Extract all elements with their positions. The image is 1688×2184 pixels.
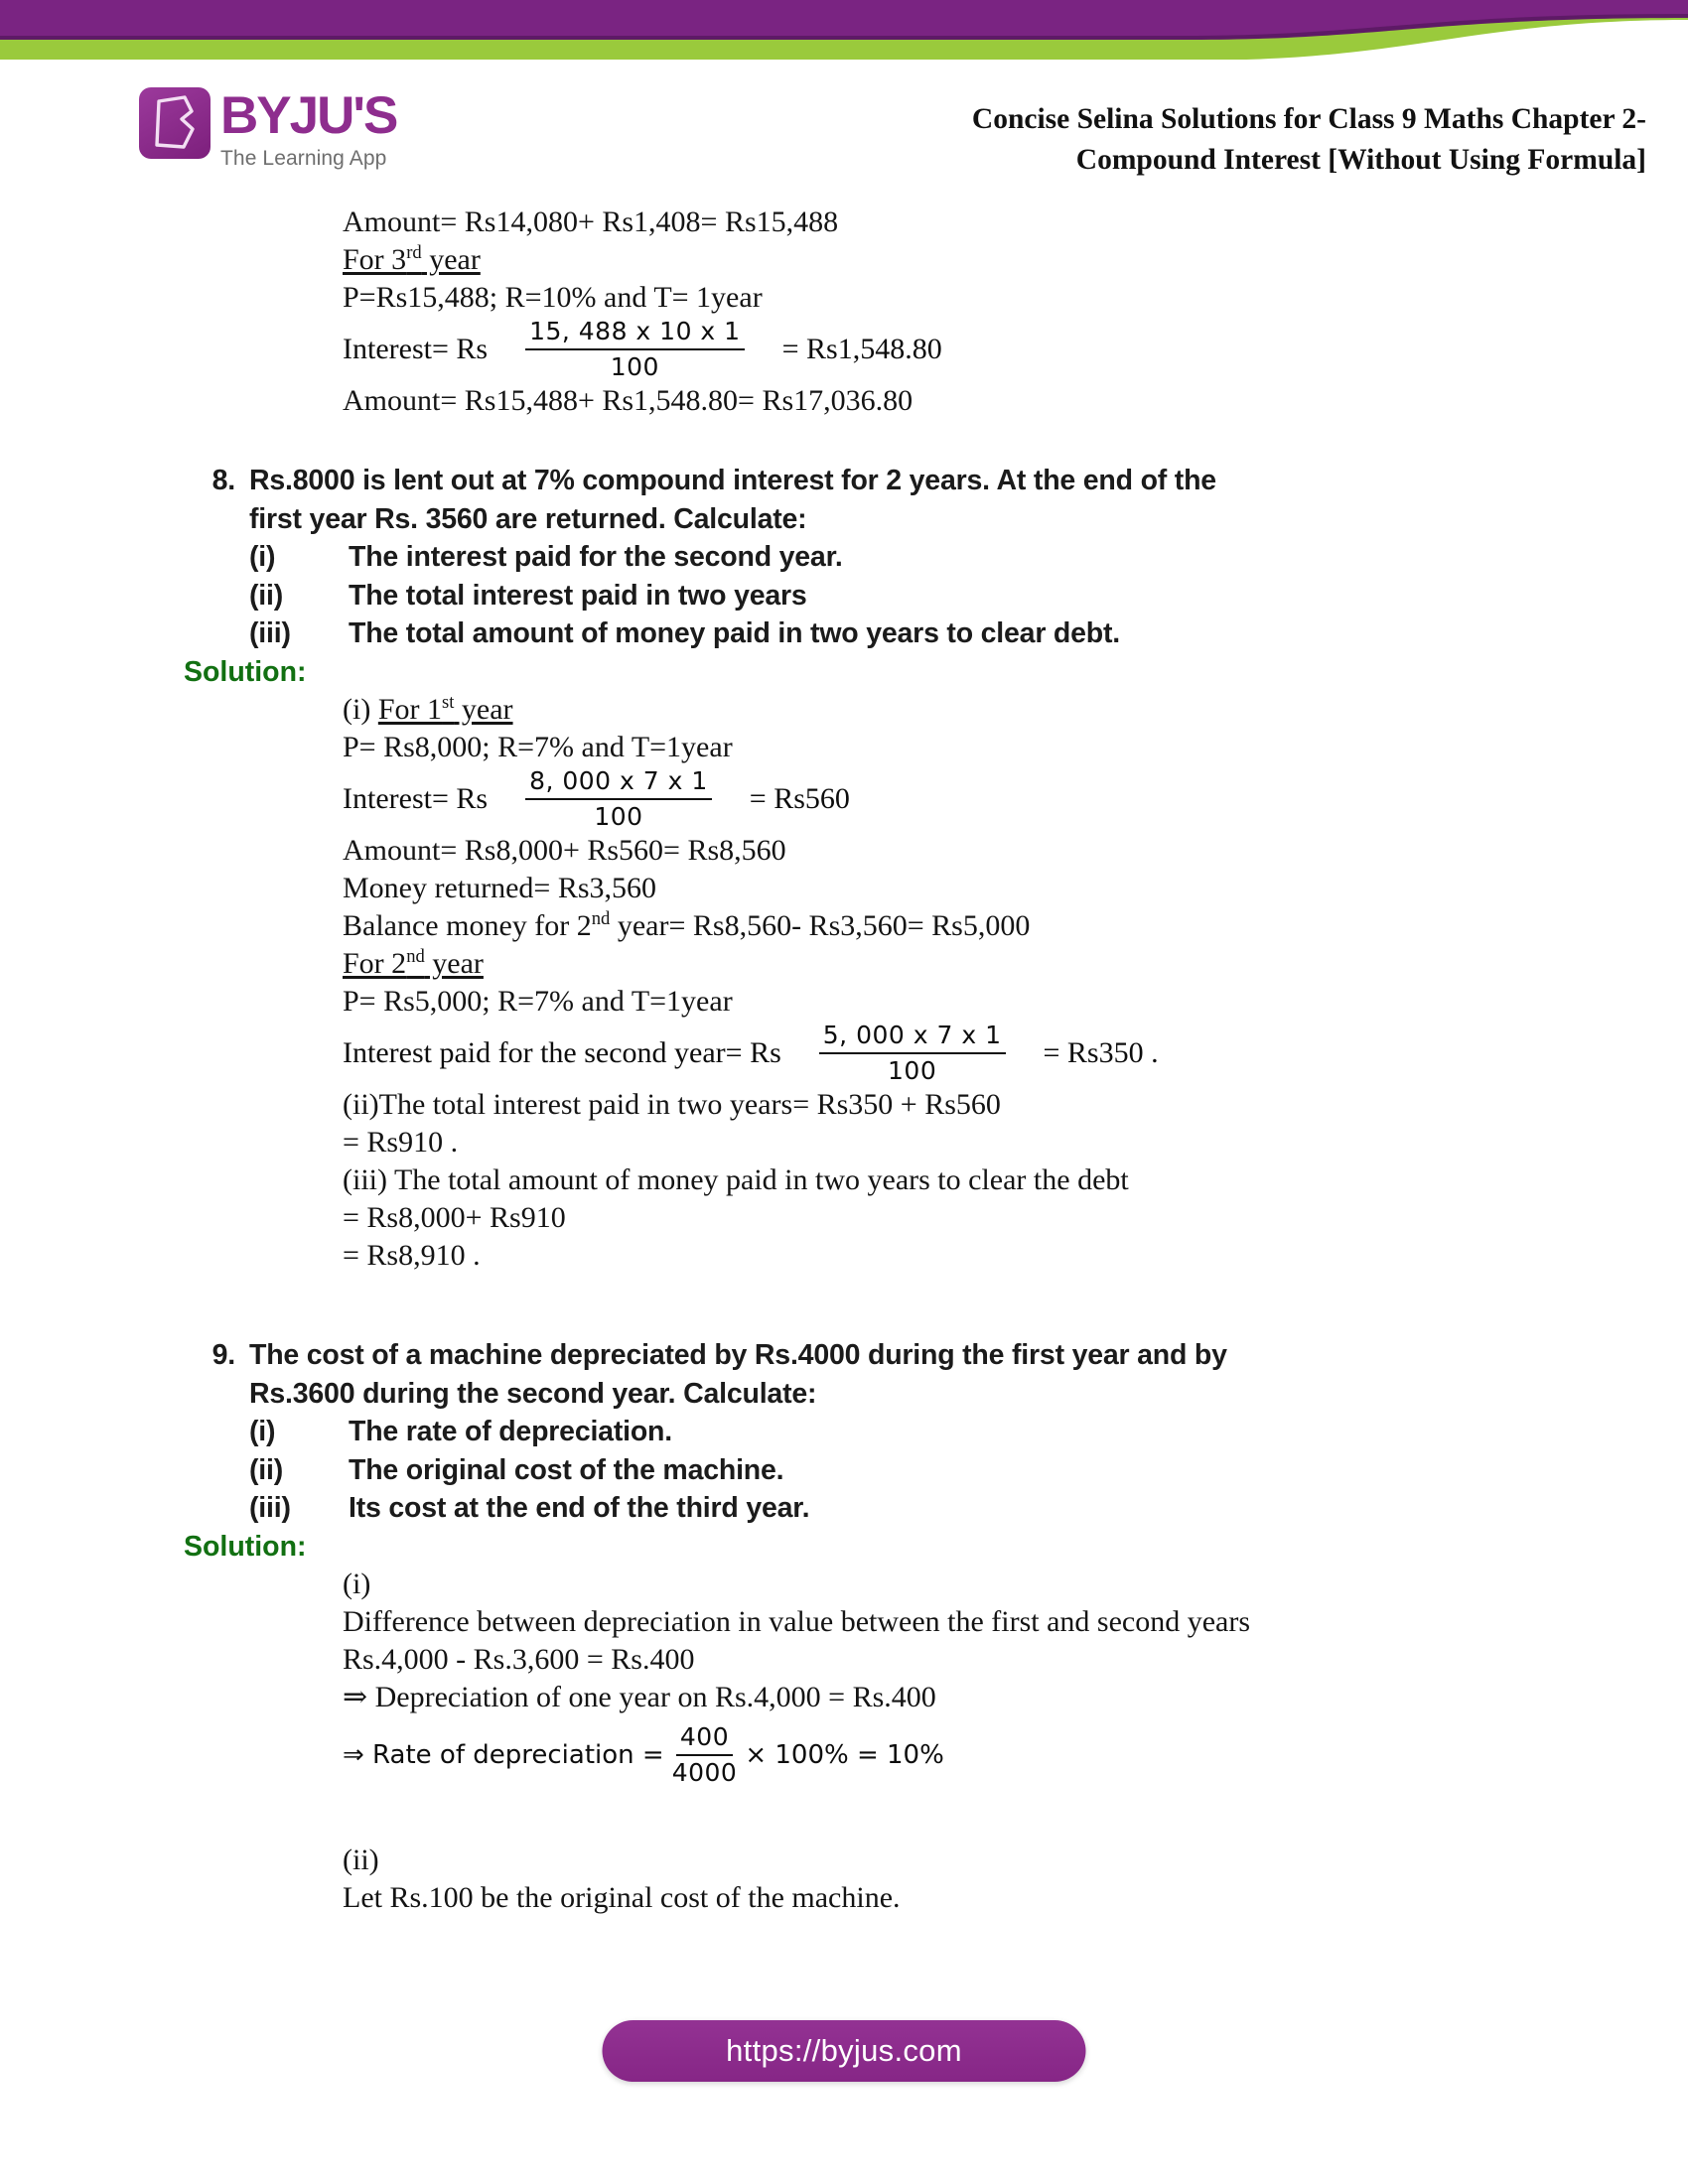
q9-sol-marker-ii: (ii) xyxy=(343,1843,379,1876)
q9-sol-line1: Difference between depreciation in value between the first and second years xyxy=(343,1605,1251,1638)
q8-sol-interest-label-2: Interest paid for the second year= Rs xyxy=(343,1036,781,1069)
q8-sol-line-iii-result: = Rs8,910 . xyxy=(343,1239,481,1272)
q9-sol-rate-fraction-denominator: 4000 xyxy=(671,1758,738,1787)
carryover-fraction-denominator: 100 xyxy=(610,352,659,381)
question-9-text-line2: Rs.3600 during the second year. Calculate: xyxy=(249,1377,817,1410)
carryover-fraction-numerator: 15, 488 x 10 x 1 xyxy=(525,317,745,350)
carryover-year-heading-prefix: For 3 xyxy=(343,243,407,276)
carryover-block xyxy=(0,204,1688,420)
header-purple-darkline xyxy=(0,0,1688,40)
question-8-item-iii xyxy=(249,614,1688,653)
question-8 xyxy=(184,462,1688,653)
question-9-item-ii xyxy=(249,1451,1688,1490)
q8-sol-interest-label-1: Interest= Rs xyxy=(343,782,489,815)
q8-sol-fraction-2-numerator: 5, 000 x 7 x 1 xyxy=(819,1021,1006,1054)
q8-sol-interest-formula-1 xyxy=(343,766,1688,832)
q8-sol-line-ii: (ii)The total interest paid in two years= Rs350 + Rs560 xyxy=(343,1088,1001,1121)
question-9-item-ii-key: (ii) xyxy=(249,1453,284,1486)
question-9-item-i xyxy=(249,1413,1688,1451)
q9-sol-line2: Rs.4,000 - Rs.3,600 = Rs.400 xyxy=(343,1643,695,1676)
question-9-item-ii-label: The original cost of the machine. xyxy=(349,1453,784,1486)
q9-sol-marker-i: (i) xyxy=(343,1568,371,1600)
header-purple-band xyxy=(0,0,1688,36)
logo-wordmark: BYJU'S xyxy=(220,86,397,145)
question-8-item-iii-label: The total amount of money paid in two years to clear debt. xyxy=(349,617,1121,649)
q8-sol-balance-line xyxy=(343,907,1688,945)
q8-sol-heading2-suffix: year xyxy=(424,947,484,980)
question-8-solution xyxy=(0,691,1688,1275)
question-8-item-i-key: (i) xyxy=(249,541,276,573)
header-green-band xyxy=(0,0,1688,60)
byjus-logo-mark-icon xyxy=(139,87,211,159)
q8-sol-heading-i xyxy=(343,691,1688,729)
carryover-interest-result: = Rs1,548.80 xyxy=(781,333,942,365)
carryover-year-heading-sup: rd xyxy=(406,242,422,263)
q8-sol-interest-formula-2 xyxy=(343,1021,1688,1086)
q8-sol-line-ii-result: = Rs910 . xyxy=(343,1126,459,1159)
q8-sol-fraction-1-numerator: 8, 000 x 7 x 1 xyxy=(525,766,712,800)
q8-sol-heading-i-prefix: For 1 xyxy=(377,693,443,726)
q8-sol-heading-year2 xyxy=(343,945,1688,983)
question-9-item-i-label: The rate of depreciation. xyxy=(349,1416,672,1447)
q8-sol-interest-result-1: = Rs560 xyxy=(749,782,850,815)
question-8-item-ii-label: The total interest paid in two years xyxy=(349,579,807,612)
q8-sol-interest-result-2: = Rs350 . xyxy=(1043,1036,1159,1069)
q8-sol-balance-sup: nd xyxy=(591,908,611,929)
q8-sol-heading2-sup: nd xyxy=(406,946,425,967)
byjus-url-button[interactable] xyxy=(603,2020,1086,2082)
question-9-item-iii xyxy=(249,1489,1688,1528)
q8-sol-line-iii: (iii) The total amount of money paid in two years to clear the debt xyxy=(343,1163,1129,1196)
carryover-year-heading-suffix: year xyxy=(421,243,481,276)
question-8-text-line2: first year Rs. 3560 are returned. Calculate: xyxy=(249,502,807,535)
carryover-fraction xyxy=(525,317,745,382)
q8-sol-heading-i-marker: (i) xyxy=(343,693,378,726)
question-9-number: 9. xyxy=(211,1339,235,1371)
q8-sol-amount-line1: Amount= Rs8,000+ Rs560= Rs8,560 xyxy=(343,834,786,867)
question-9-item-iii-key: (iii) xyxy=(249,1492,291,1524)
question-9-text-line1: The cost of a machine depreciated by Rs.4000 during the first year and by xyxy=(249,1339,1227,1371)
carryover-amount-line: Amount= Rs14,080+ Rs1,408= Rs15,488 xyxy=(343,205,839,238)
q9-sol-line3: ⇒ Depreciation of one year on Rs.4,000 = Rs.400 xyxy=(343,1681,936,1713)
question-9-item-i-key: (i) xyxy=(249,1416,276,1447)
question-8-number: 8. xyxy=(211,465,235,496)
question-8-item-ii-key: (ii) xyxy=(249,579,284,612)
question-8-item-ii xyxy=(249,577,1688,615)
q8-sol-fraction-2-denominator: 100 xyxy=(888,1056,937,1085)
question-8-item-i-label: The interest paid for the second year. xyxy=(349,541,843,573)
question-9-solution-label: Solution: xyxy=(184,1530,307,1563)
q8-sol-money-returned: Money returned= Rs3,560 xyxy=(343,872,657,904)
question-9 xyxy=(184,1336,1688,1528)
byjus-logo xyxy=(139,87,396,171)
byjus-url-label: https://byjus.com xyxy=(726,2033,962,2068)
logo-tagline: The Learning App xyxy=(220,147,387,170)
q9-sol-rate-fraction-numerator: 400 xyxy=(676,1722,733,1756)
document-body xyxy=(0,204,1688,1917)
q8-sol-heading-i-sup: st xyxy=(442,692,455,713)
q8-sol-pr-line1: P= Rs8,000; R=7% and T=1year xyxy=(343,731,733,763)
q8-sol-heading2-prefix: For 2 xyxy=(343,947,407,980)
page-title-line1: Concise Selina Solutions for Class 9 Maths Chapter 2- xyxy=(971,103,1646,135)
q8-sol-balance-prefix: Balance money for 2 xyxy=(343,909,592,942)
q9-sol-line4: Let Rs.100 be the original cost of the machine. xyxy=(343,1881,901,1914)
q9-sol-rate-fraction xyxy=(672,1722,738,1788)
q8-sol-fraction-1-denominator: 100 xyxy=(594,802,643,831)
q9-sol-rate-tail: × 100% = 10% xyxy=(745,1740,944,1770)
carryover-interest-label: Interest= Rs xyxy=(343,333,489,365)
q9-sol-rate-label: ⇒ Rate of depreciation = xyxy=(343,1740,664,1770)
question-8-item-iii-key: (iii) xyxy=(249,617,291,649)
carryover-interest-formula xyxy=(343,317,1688,382)
question-9-solution xyxy=(0,1566,1688,1917)
page-title xyxy=(852,99,1646,181)
q9-sol-rate-formula xyxy=(343,1722,1688,1788)
carryover-pr-line: P=Rs15,488; R=10% and T= 1year xyxy=(343,281,763,314)
question-9-item-iii-label: Its cost at the end of the third year. xyxy=(349,1492,810,1524)
question-8-text-line1: Rs.8000 is lent out at 7% compound interest for 2 years. At the end of the xyxy=(249,465,1216,496)
q8-sol-line-iii-calc: = Rs8,000+ Rs910 xyxy=(343,1201,566,1234)
question-8-statement xyxy=(184,462,1688,538)
q8-sol-fraction-1 xyxy=(525,766,712,832)
carryover-amount-total: Amount= Rs15,488+ Rs1,548.80= Rs17,036.80 xyxy=(343,384,914,417)
page-title-line2: Compound Interest [Without Using Formula] xyxy=(1075,144,1646,176)
byjus-b-glyph-icon xyxy=(152,95,198,151)
q8-sol-heading-i-suffix: year xyxy=(454,693,513,726)
q8-sol-fraction-2 xyxy=(819,1021,1006,1086)
question-8-item-i xyxy=(249,538,1688,577)
carryover-year-heading xyxy=(343,241,1688,279)
q8-sol-balance-suffix: year= Rs8,560- Rs3,560= Rs5,000 xyxy=(610,909,1031,942)
question-8-solution-label: Solution: xyxy=(184,655,307,688)
question-9-statement xyxy=(184,1336,1688,1413)
q8-sol-pr-line2: P= Rs5,000; R=7% and T=1year xyxy=(343,985,733,1018)
